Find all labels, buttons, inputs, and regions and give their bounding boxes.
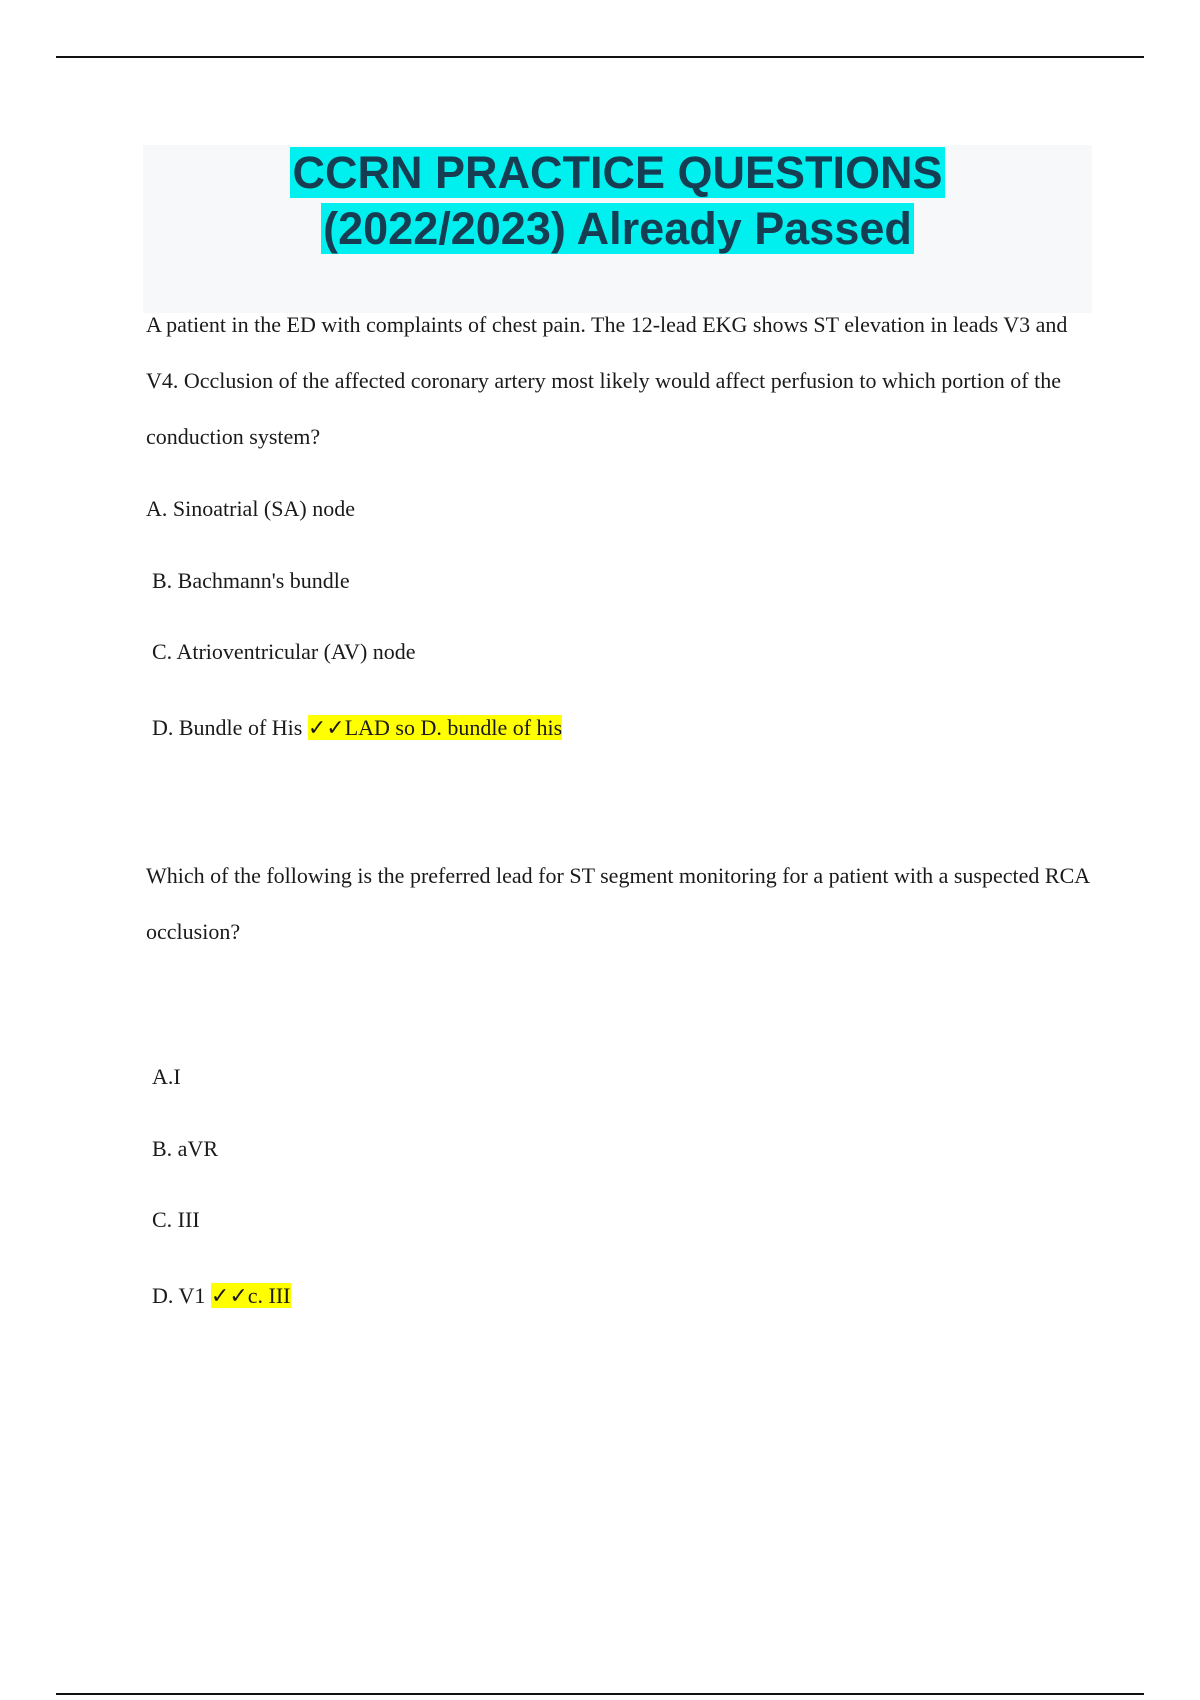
question-1-stem: A patient in the ED with complaints of chest pain. The 12-lead EKG shows ST elevation in leads V3 and V4. Occlusion of the affected coronary artery most likely would affect perfusion to which portion of the conduction system? xyxy=(146,312,1068,449)
question-2-answer: ✓✓c. III xyxy=(210,1283,291,1308)
footer-rule xyxy=(56,1693,1144,1695)
question-1-option-a: A. Sinoatrial (SA) node xyxy=(146,496,355,521)
question-1-option-b: B. Bachmann's bundle xyxy=(152,568,350,593)
header-rule xyxy=(56,56,1144,58)
document-title xyxy=(143,145,1092,257)
title-line-2: (2022/2023) Already Passed xyxy=(323,203,912,254)
question-1-answer: ✓✓LAD so D. bundle of his xyxy=(307,715,563,740)
question-2-option-c: C. III xyxy=(152,1207,200,1232)
question-2-option-a: A.I xyxy=(152,1064,181,1089)
question-1-option-c: C. Atrioventricular (AV) node xyxy=(152,639,416,664)
question-2-option-d: D. V1 xyxy=(152,1283,206,1308)
question-2-option-b: B. aVR xyxy=(152,1136,218,1161)
question-1-option-d: D. Bundle of His xyxy=(152,715,303,740)
question-1-option-d-row xyxy=(152,713,562,743)
question-2-option-d-row xyxy=(152,1281,291,1311)
title-line-1: CCRN PRACTICE QUESTIONS xyxy=(292,147,943,198)
question-2-stem: Which of the following is the preferred lead for ST segment monitoring for a patient with a suspected RCA occlusion? xyxy=(146,863,1089,944)
